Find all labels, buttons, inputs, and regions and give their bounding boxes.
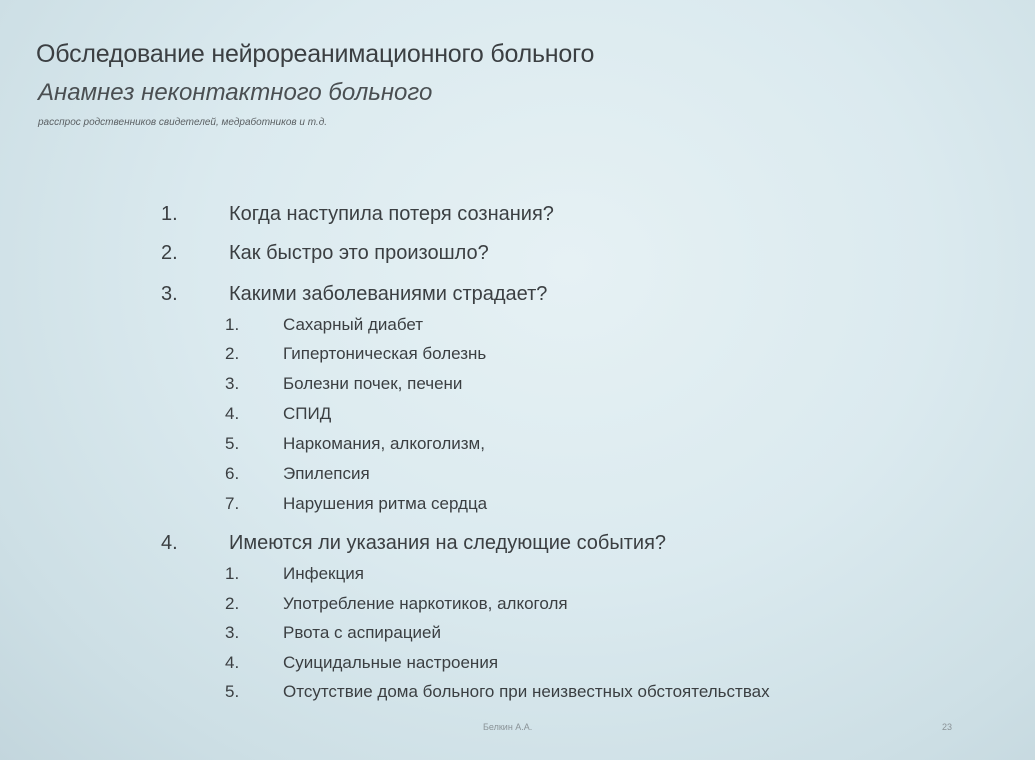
page-number: 23 [942,722,953,732]
sub-list-item-number: 1. [225,315,240,334]
sub-list-item-number: 4. [225,404,240,423]
sub-list-item-text: СПИД [283,404,332,423]
list-item-text: Как быстро это произошло? [229,242,489,264]
sub-list-item-number: 3. [225,623,240,642]
slide-caption: расспрос родственников свидетелей, медработников и т.д. [38,117,328,128]
list-item-number: 4. [161,532,178,554]
sub-list-item-number: 4. [225,653,240,672]
sub-list-item-number: 3. [225,374,240,393]
list-item-text: Когда наступила потеря сознания? [229,203,554,225]
sub-list-item-number: 5. [225,434,240,453]
slide-title: Обследование нейрореанимационного больного [36,40,595,68]
sub-list-item-text: Сахарный диабет [283,315,424,334]
list-item-text: Имеются ли указания на следующие события? [229,532,667,554]
sub-list-item-number: 1. [225,564,240,583]
list-item-number: 1. [161,203,178,225]
sub-list-item-text: Отсутствие дома больного при неизвестных обстоятельствах [283,682,770,701]
sub-list-item-number: 7. [225,494,240,513]
sub-list-item-text: Инфекция [283,564,364,583]
footer-author: Белкин А.А. [483,722,533,732]
sub-list-item-text: Употребление наркотиков, алкоголя [283,594,568,613]
list-item-text: Какими заболеваниями страдает? [229,283,548,305]
sub-list-item-text: Наркомания, алкоголизм, [283,434,485,453]
sub-list-item-text: Суицидальные настроения [283,653,499,672]
sub-list-item-text: Рвота с аспирацией [283,623,442,642]
sub-list-item-number: 2. [225,344,240,363]
sub-list-item-text: Болезни почек, печени [283,374,463,393]
sub-list-item-text: Эпилепсия [283,464,370,483]
list-item-number: 2. [161,242,178,264]
slide-subtitle: Анамнез неконтактного больного [38,79,433,106]
sub-list-item-number: 6. [225,464,240,483]
sub-list-item-text: Нарушения ритма сердца [283,494,488,513]
sub-list-item-number: 5. [225,682,240,701]
list-item-number: 3. [161,283,178,305]
sub-list-item-number: 2. [225,594,240,613]
sub-list-item-text: Гипертоническая болезнь [283,344,487,363]
